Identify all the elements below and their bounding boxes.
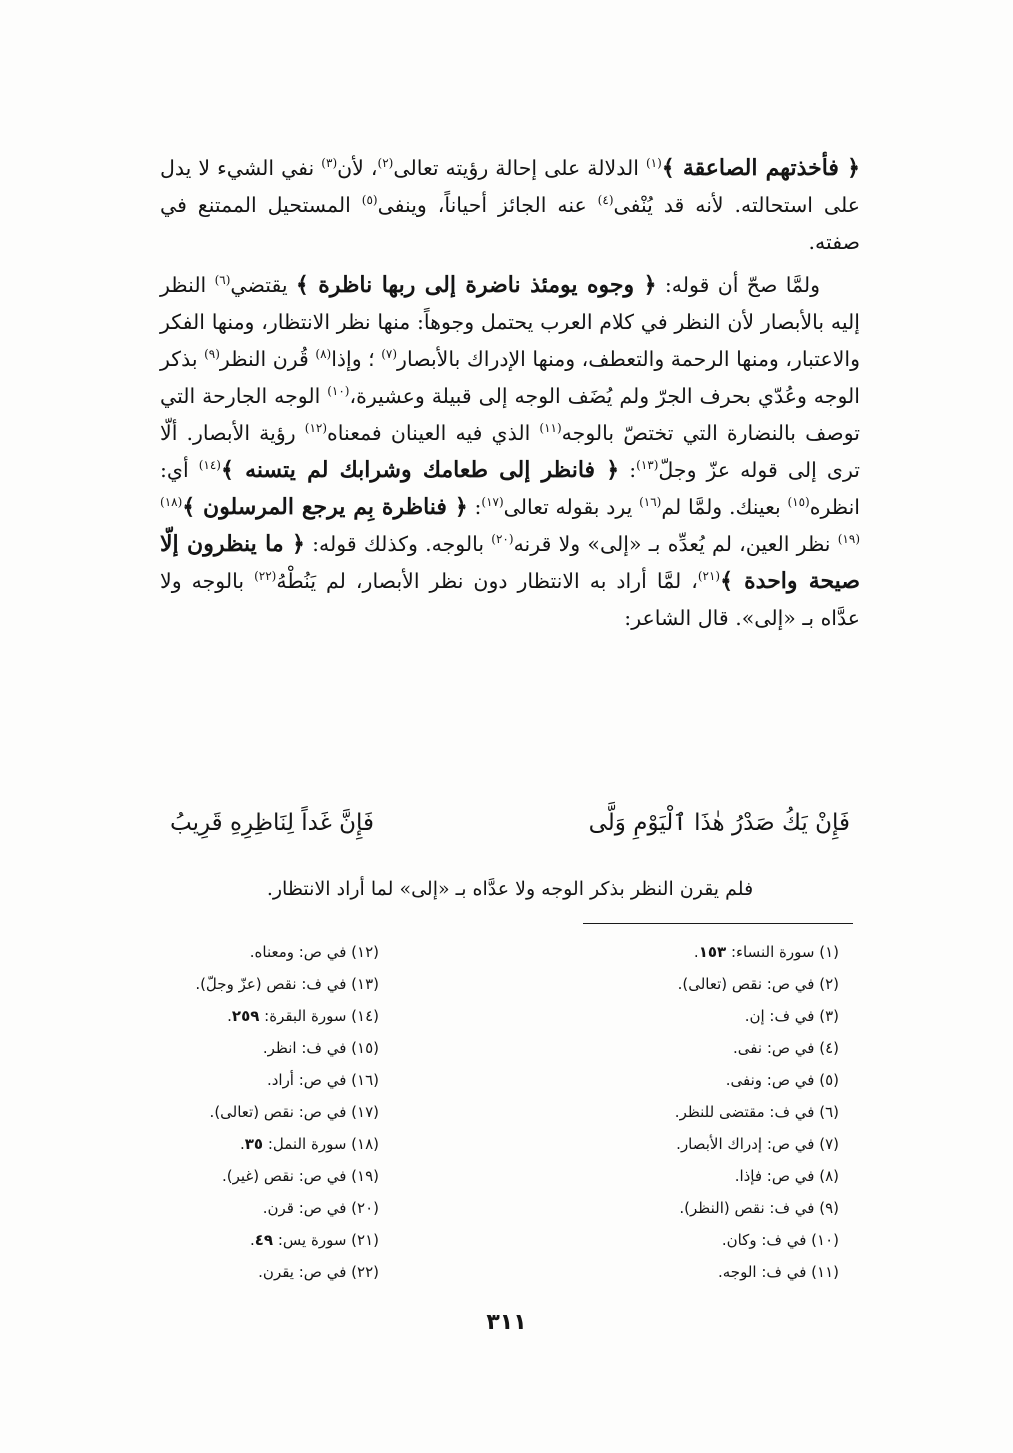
footnote-ref: (٣) [321,156,338,171]
body-text [160,150,860,637]
text-run: أي: انظره [160,458,860,519]
footnote-item [509,1224,839,1256]
footnote-separator [583,923,853,924]
footnote-number: (١٢) [351,943,379,961]
text-run: الذي فيه العينان فمعناه [327,421,540,445]
footnote-end-punct: . [249,1231,255,1249]
text-run: النظر إليه بالأبصار لأن النظر في كلام العرب يحتمل وجوهاً: منها نظر الانتظار، ومنها الفكر والاعتبار، ومنها الرحمة والتعطف، ومنها الإدراك بالأبصار [160,273,861,371]
footnote-text: في ف: إن. [744,1007,820,1025]
footnote-ref: (٦) [214,273,231,288]
footnote-number: (٩) [819,1199,839,1217]
footnote-number: (٦) [819,1103,839,1121]
footnote-number: (٥) [819,1071,839,1089]
footnote-text: في ص: يقرن. [258,1263,352,1281]
footnote-text: في ص: نقص (غير). [221,1167,352,1185]
verse-number: ٢٥٩ [231,1007,260,1025]
footnote-ref: (٢٢) [254,569,277,584]
text-run: ولمَّا صحّ أن قوله: [656,273,820,297]
paragraph-1 [160,150,860,261]
footnote-ref: (٢١) [697,569,721,584]
footnote-item [119,1160,379,1192]
verse-number: ١٥٣ [698,943,727,961]
footnote-item [509,1000,839,1032]
text-run: الدلالة على إحالة رؤيته تعالى [393,156,646,180]
footnote-number: (١٩) [351,1167,379,1185]
footnote-text: في ص: نقص (تعالى). [209,1103,352,1121]
footnote-text: في ص: ونفى. [725,1071,820,1089]
footnote-text: في ص: إدراك الأبصار. [676,1135,820,1153]
footnote-number: (٢٢) [351,1263,379,1281]
text-run: بعينك. ولمَّا لم [661,495,788,519]
footnote-ref: (٩) [204,347,220,362]
footnote-text: في ف: نقص (النظر). [679,1199,820,1217]
text-run: نظر العين، لم يُعدِّه بـ «إلى» ولا قرنه [513,532,838,556]
footnote-ref: (١٦) [639,495,662,510]
footnote-text: سورة النمل: [263,1135,352,1153]
footnote-ref: (٥) [361,193,378,208]
footnote-number: (١٧) [351,1103,379,1121]
footnote-item [509,1160,839,1192]
footnotes-right-column [509,936,839,1288]
footnote-item [119,1128,379,1160]
text-run: قُرن النظر [219,347,316,371]
footnote-item [119,1096,379,1128]
footnote-ref: (١١) [539,421,562,436]
footnote-text: في ف: وكان. [721,1231,812,1249]
footnote-ref: (١٣) [636,458,659,473]
footnote-text: في ص: فإذا. [734,1167,820,1185]
footnote-ref: (٧) [381,347,398,362]
footnote-item [119,1032,379,1064]
footnote-ref: (١٥) [787,495,810,510]
footnote-ref: (١٠) [327,384,350,399]
text-run: بالوجه. وكذلك قوله: [304,532,492,556]
paragraph-2 [160,267,860,637]
footnote-ref: (٢) [377,156,394,171]
footnote-ref: (١٩) [837,532,860,547]
footnote-end-punct: . [239,1135,245,1153]
footnote-number: (٧) [819,1135,839,1153]
footnote-item [509,1256,839,1288]
footnote-text: سورة النساء: [726,943,820,961]
text-run: ، لمَّا أراد به الانتظار دون نظر الأبصار، لم يَنُطْهُ [276,569,698,593]
footnote-item [119,1256,379,1288]
footnote-number: (٤) [819,1039,839,1057]
verse-first-hemistich: فَإِنْ يَكُ صَدْرُ هٰذَا ٱلْيَوْمِ وَلَّى [588,810,850,836]
footnote-text: في ف: الوجه. [718,1263,812,1281]
quran-quote: ﴿ فناظرة بِم يرجع المرسلون ﴾ [182,494,468,520]
verse-number: ٣٥ [244,1135,264,1153]
text-run: بالوجه ولا عدَّاه بـ «إلى». قال الشاعر: [160,569,860,630]
footnote-ref: (١٨) [160,495,183,510]
footnote-text: سورة البقرة: [259,1007,352,1025]
footnote-end-punct: . [693,943,699,961]
quran-quote: ﴿ وجوه يومئذ ناضرة إلى ربها ناظرة ﴾ [295,272,657,298]
footnote-item [119,1064,379,1096]
text-run: ، لأن [337,156,378,180]
text-run: عنه الجائز أحياناً، وينفى [377,193,598,217]
footnote-text: في ف: مقتضى للنظر. [674,1103,820,1121]
page-number: ٣١١ [486,1310,527,1335]
footnote-item [509,1096,839,1128]
footnote-number: (١٣) [351,975,379,993]
footnote-text: في ف: انظر. [262,1039,352,1057]
footnote-text: في ص: قرن. [262,1199,352,1217]
quran-quote: ﴿ ما ينظرون إلّا صيحة واحدة ﴾ [160,531,861,594]
poetry-verse [160,810,860,850]
text-run: المستحيل الممتنع في صفته. [160,193,860,254]
text-run: نفي الشيء لا يدل على استحالته. لأنه قد يُنْفى [160,156,861,217]
footnote-number: (١) [819,943,839,961]
verse-second-hemistich: فَإِنَّ غَداً لِنَاظِرِهِ قَرِيبُ [170,810,374,836]
footnote-ref: (٨) [315,347,332,362]
footnote-text: في ص: أراد. [266,1071,352,1089]
footnote-ref: (٢٠) [491,532,514,547]
footnote-text: في ص: نقص (تعالى). [677,975,820,993]
footnote-text: في ص: نفى. [733,1039,820,1057]
footnote-number: (٢٠) [351,1199,379,1217]
footnote-item [509,936,839,968]
footnote-number: (٨) [819,1167,839,1185]
footnote-number: (١٨) [351,1135,379,1153]
footnote-item [509,968,839,1000]
footnote-ref: (١٧) [481,495,504,510]
text-run: : [467,495,482,519]
footnote-number: (٢١) [351,1231,379,1249]
footnote-item [509,1128,839,1160]
footnotes-left-column [119,936,379,1288]
footnote-ref: (١٢) [304,421,328,436]
footnote-number: (١١) [811,1263,839,1281]
footnote-number: (١٥) [351,1039,379,1057]
footnote-number: (١٤) [351,1007,379,1025]
text-run: رؤية الأبصار. ألّا ترى إلى قوله عزّ وجلّ [160,421,860,482]
quran-quote: ﴿ فأخذتهم الصاعقة ﴾ [661,155,860,181]
footnote-end-punct: . [227,1007,232,1025]
footnote-text: في ص: ومعناه. [249,943,352,961]
verse-number: ٤٩ [254,1231,274,1249]
footnote-item [509,1064,839,1096]
footnote-text: في ف: نقص (عزّ وجلّ). [195,975,352,993]
footnote-ref: (٤) [597,193,614,208]
text-run: ؛ وإذا [331,347,382,371]
quran-quote: ﴿ فانظر إلى طعامك وشرابك لم يتسنه ﴾ [220,457,620,483]
footnote-number: (٣) [819,1007,839,1025]
footnote-item [119,1192,379,1224]
footnote-ref: (١٤) [198,458,221,473]
text-run: بذكر الوجه وعُدّي بحرف الجرّ ولم يُضَف الوجه إلى قبيلة وعشيرة، [160,347,860,408]
footnote-item [509,1032,839,1064]
footnote-ref: (١) [645,156,662,171]
footnote-text: سورة يس: [273,1231,352,1249]
text-run: يقتضي [230,273,296,297]
footnote-number: (١٦) [351,1071,379,1089]
text-run: : [619,458,637,482]
footnote-item [509,1192,839,1224]
footnote-number: (١٠) [811,1231,839,1249]
footnote-item [119,936,379,968]
text-run: يرد بقوله تعالى [503,495,640,519]
footnote-item [119,1000,379,1032]
footnote-item [119,968,379,1000]
closing-line: فلم يقرن النظر بذكر الوجه ولا عدَّاه بـ «إلى» لما أراد الانتظار. [266,878,754,900]
footnote-item [119,1224,379,1256]
text-run: الوجه الجارحة التي توصف بالنضارة التي تختصّ بالوجه [160,384,860,445]
footnote-number: (٢) [819,975,839,993]
